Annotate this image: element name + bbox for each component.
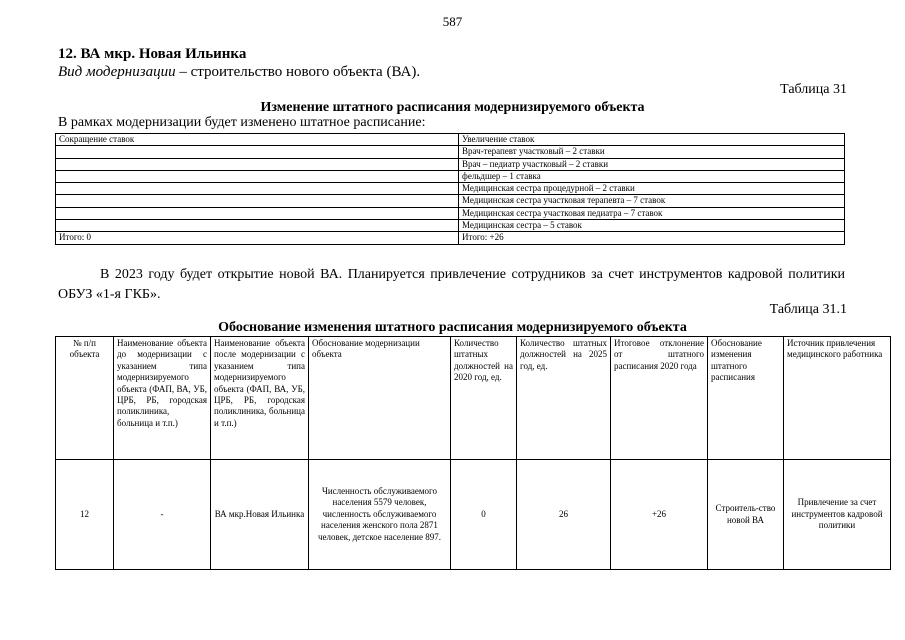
section-heading: 12. ВА мкр. Новая Ильинка (58, 46, 247, 62)
column-header: Количество штатных должностей на 2020 год, ед. (451, 337, 517, 460)
increase-cell: Медицинская сестра участковая терапевта – 7 ставок (459, 195, 845, 207)
column-header: № п/п объекта (56, 337, 114, 460)
table-row (56, 460, 891, 570)
table-cell: - (114, 460, 211, 570)
decrease-cell: Сокращение ставок (56, 134, 459, 146)
decrease-cell (56, 170, 459, 182)
staff-change-table (55, 133, 845, 245)
increase-cell: Врач-терапевт участковый – 2 ставки (459, 146, 845, 158)
column-header: Источник привлечения медицинского работника (784, 337, 891, 460)
table-cell: 12 (56, 460, 114, 570)
table-row (56, 207, 845, 219)
totals-row (56, 232, 845, 244)
table-31-1-label: Таблица 31.1 (769, 302, 847, 317)
column-header: Наименование объекта до модернизации с указанием типа модернизируемого объекта (ФАП, ВА, УБ, ЦРБ, РБ, городская поликлиника, больница и т.п.) (114, 337, 211, 460)
modernization-label: Вид модернизации (58, 64, 176, 80)
table-31-intro: В рамках модернизации будет изменено штатное расписание: (58, 115, 426, 130)
table-cell: 0 (451, 460, 517, 570)
increase-cell: Итого: +26 (459, 232, 845, 244)
table-cell: 26 (517, 460, 611, 570)
increase-cell: Врач – педиатр участковый – 2 ставки (459, 158, 845, 170)
decrease-cell (56, 195, 459, 207)
decrease-cell (56, 207, 459, 219)
table-row (56, 183, 845, 195)
modernization-value: – строительство нового объекта (ВА). (175, 64, 421, 80)
column-header: Наименование объекта после модернизации с указанием типа модернизируемого объекта (ФАП, ВА, УБ, ЦРБ, РБ, городская поликлиника, больница и т.п.) (211, 337, 309, 460)
increase-cell: Увеличение ставок (459, 134, 845, 146)
table-31-1-caption: Обоснование изменения штатного расписания модернизируемого объекта (218, 320, 687, 335)
table-31-label: Таблица 31 (780, 82, 847, 97)
table-row (56, 170, 845, 182)
table-cell: Привлечение за счет инструментов кадровой политики (784, 460, 891, 570)
table-cell: Строитель-ство новой ВА (708, 460, 784, 570)
decrease-cell (56, 220, 459, 232)
increase-cell: Медицинская сестра – 5 ставок (459, 220, 845, 232)
decrease-cell: Итого: 0 (56, 232, 459, 244)
table-row (56, 146, 845, 158)
increase-cell: Медицинская сестра участковая педиатра – 7 ставок (459, 207, 845, 219)
table-row (56, 158, 845, 170)
column-header: Итоговое отклонение от штатного расписания 2020 года (611, 337, 708, 460)
header-row (56, 337, 891, 460)
staff-justification-table (55, 336, 891, 570)
modernization-type (58, 64, 420, 81)
header-row (56, 134, 845, 146)
column-header: Обоснование модернизации объекта (309, 337, 451, 460)
decrease-cell (56, 146, 459, 158)
column-header: Количество штатных должностей на 2025 год, ед. (517, 337, 611, 460)
body-paragraph: В 2023 году будет открытие новой ВА. Планируется привлечение сотрудников за счет инструментов кадровой политики ОБУЗ «1-я ГКБ». (58, 267, 845, 302)
table-31-caption: Изменение штатного расписания модернизируемого объекта (260, 100, 645, 115)
table-cell: +26 (611, 460, 708, 570)
increase-cell: фельдшер – 1 ставка (459, 170, 845, 182)
column-header: Обоснование изменения штатного расписания (708, 337, 784, 460)
table-cell: Численность обслуживаемого населения 5579 человек, численность обслуживаемого населения женского пола 2871 человек, детское население 897. (309, 460, 451, 570)
decrease-cell (56, 158, 459, 170)
decrease-cell (56, 183, 459, 195)
table-cell: ВА мкр.Новая Ильинка (211, 460, 309, 570)
page-number: 587 (442, 14, 463, 29)
table-row (56, 195, 845, 207)
increase-cell: Медицинская сестра процедурной – 2 ставки (459, 183, 845, 195)
table-row (56, 220, 845, 232)
